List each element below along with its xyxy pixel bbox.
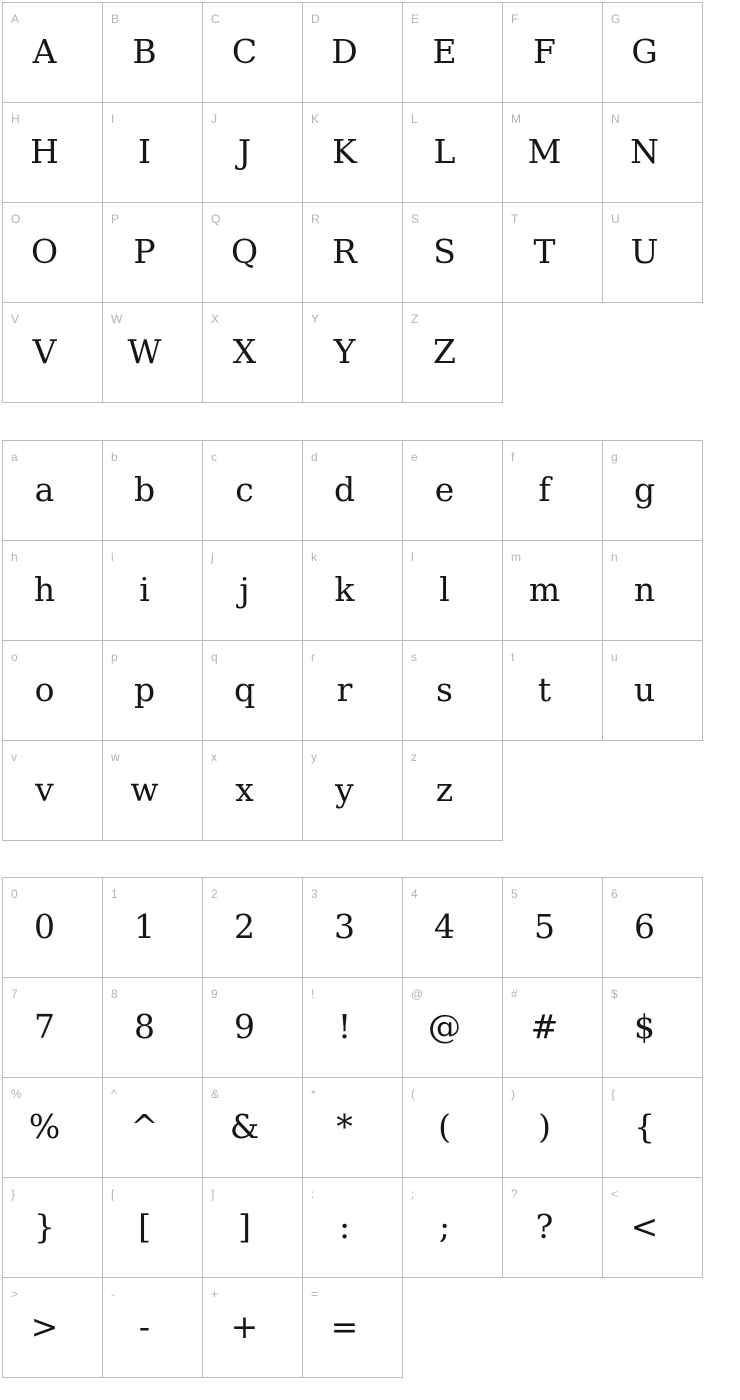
cell-glyph: q — [233, 669, 256, 709]
cell-glyph: s — [436, 669, 453, 709]
cell-glyph: F — [533, 31, 556, 71]
cell-glyph: o — [34, 669, 55, 709]
cell-glyph: ^ — [130, 1106, 159, 1146]
cell-label: v — [11, 750, 17, 764]
glyph-cell — [202, 440, 303, 541]
charmap-row — [2, 1277, 702, 1378]
cell-label: % — [11, 1087, 22, 1101]
cell-glyph: ; — [438, 1206, 451, 1246]
cell-glyph: C — [231, 31, 258, 71]
cell-label: C — [211, 12, 220, 26]
cell-glyph: 4 — [434, 906, 455, 946]
glyph-cell — [102, 302, 203, 403]
cell-glyph: 9 — [234, 1006, 255, 1046]
cell-label: f — [511, 450, 515, 464]
glyph-cell — [2, 2, 103, 103]
glyph-cell — [402, 302, 503, 403]
cell-glyph: G — [631, 31, 658, 71]
cell-label: N — [611, 112, 620, 126]
cell-label: H — [11, 112, 20, 126]
cell-glyph: L — [433, 131, 456, 171]
cell-glyph: a — [34, 469, 55, 509]
glyph-cell — [502, 977, 603, 1078]
glyph-cell — [202, 2, 303, 103]
glyph-cell — [402, 102, 503, 203]
glyph-cell — [2, 740, 103, 841]
glyph-cell — [602, 440, 703, 541]
cell-glyph: $ — [634, 1006, 655, 1046]
cell-label: + — [211, 1287, 219, 1301]
cell-glyph: l — [439, 569, 450, 609]
cell-glyph: [ — [138, 1206, 151, 1246]
glyph-cell — [102, 1077, 203, 1178]
cell-label: ( — [411, 1087, 415, 1101]
glyph-cell — [102, 440, 203, 541]
charmap-row — [2, 877, 702, 978]
cell-glyph: z — [435, 769, 454, 809]
cell-label: k — [311, 550, 317, 564]
cell-glyph: w — [130, 769, 159, 809]
cell-glyph: : — [338, 1206, 351, 1246]
glyph-cell — [102, 640, 203, 741]
cell-label: X — [211, 312, 220, 326]
cell-glyph: { — [634, 1106, 655, 1146]
cell-label: h — [11, 550, 18, 564]
glyph-cell — [2, 640, 103, 741]
cell-glyph: Y — [333, 331, 356, 371]
glyph-cell — [102, 2, 203, 103]
glyph-cell — [502, 102, 603, 203]
cell-glyph: & — [229, 1106, 260, 1146]
cell-glyph: ! — [337, 1006, 352, 1046]
cell-glyph: f — [538, 469, 551, 509]
glyph-cell — [602, 2, 703, 103]
cell-label: ^ — [111, 1087, 117, 1101]
cell-glyph: c — [235, 469, 254, 509]
cell-label: P — [111, 212, 120, 226]
cell-glyph: } — [34, 1206, 55, 1246]
cell-label: { — [611, 1087, 616, 1101]
cell-label: < — [611, 1187, 619, 1201]
cell-label: 4 — [411, 887, 418, 901]
cell-glyph: 3 — [334, 906, 355, 946]
cell-glyph: % — [28, 1106, 61, 1146]
cell-label: u — [611, 650, 618, 664]
cell-glyph: k — [334, 569, 355, 609]
glyph-cell — [202, 302, 303, 403]
cell-glyph: @ — [428, 1006, 461, 1046]
glyph-cell — [2, 1177, 103, 1278]
glyph-cell — [402, 2, 503, 103]
cell-label: @ — [411, 987, 424, 1001]
charmap-row — [2, 2, 702, 103]
glyph-cell — [302, 740, 403, 841]
glyph-cell — [302, 440, 403, 541]
cell-label: j — [211, 550, 214, 564]
cell-glyph: # — [530, 1006, 559, 1046]
cell-label: T — [511, 212, 519, 226]
glyph-cell — [302, 1177, 403, 1278]
cell-glyph: W — [127, 331, 162, 371]
glyph-cell — [602, 1077, 703, 1178]
glyph-cell — [102, 977, 203, 1078]
cell-glyph: < — [630, 1206, 659, 1246]
glyph-cell — [602, 540, 703, 641]
cell-label: i — [111, 550, 114, 564]
cell-glyph: = — [330, 1306, 359, 1346]
cell-label: 1 — [111, 887, 118, 901]
glyph-cell — [2, 1077, 103, 1178]
cell-label: M — [511, 112, 521, 126]
cell-label: n — [611, 550, 618, 564]
cell-glyph: m — [528, 569, 561, 609]
glyph-cell — [402, 202, 503, 303]
cell-label: w — [111, 750, 120, 764]
cell-glyph: j — [239, 569, 250, 609]
cell-glyph: i — [139, 569, 150, 609]
glyph-cell — [202, 740, 303, 841]
cell-glyph: 7 — [34, 1006, 55, 1046]
glyph-cell — [2, 877, 103, 978]
cell-label: ! — [311, 987, 315, 1001]
cell-label: x — [211, 750, 217, 764]
cell-label: W — [111, 312, 123, 326]
cell-label: # — [511, 987, 518, 1001]
cell-label: ; — [411, 1187, 415, 1201]
glyph-cell — [2, 1277, 103, 1378]
glyph-cell — [302, 102, 403, 203]
cell-label: g — [611, 450, 618, 464]
glyph-cell — [502, 2, 603, 103]
glyph-cell — [302, 977, 403, 1078]
cell-glyph: T — [533, 231, 556, 271]
cell-label: S — [411, 212, 420, 226]
cell-glyph: P — [133, 231, 156, 271]
glyph-cell — [102, 102, 203, 203]
cell-label: [ — [111, 1187, 115, 1201]
cell-label: I — [111, 112, 115, 126]
cell-label: b — [111, 450, 118, 464]
charmap-row — [2, 440, 702, 541]
cell-glyph: X — [232, 331, 257, 371]
cell-glyph: * — [336, 1106, 353, 1146]
cell-label: ] — [211, 1187, 215, 1201]
cell-label: 3 — [311, 887, 318, 901]
cell-glyph: 8 — [134, 1006, 155, 1046]
cell-glyph: 1 — [134, 906, 155, 946]
cell-glyph: B — [132, 31, 157, 71]
glyph-cell — [402, 440, 503, 541]
cell-glyph: O — [30, 231, 59, 271]
cell-glyph: H — [30, 131, 59, 171]
charmap-row — [2, 202, 702, 303]
glyph-cell — [402, 877, 503, 978]
charmap-row — [2, 1077, 702, 1178]
charmap-table-lowercase — [2, 440, 702, 840]
glyph-cell — [502, 1177, 603, 1278]
glyph-cell — [302, 1077, 403, 1178]
cell-glyph: J — [237, 131, 252, 171]
cell-glyph: S — [433, 231, 456, 271]
cell-label: d — [311, 450, 318, 464]
cell-label: 5 — [511, 887, 518, 901]
cell-glyph: Z — [433, 331, 456, 371]
cell-glyph: R — [332, 231, 357, 271]
cell-label: O — [11, 212, 21, 226]
cell-label: 7 — [11, 987, 18, 1001]
cell-glyph: v — [35, 769, 54, 809]
cell-label: L — [411, 112, 418, 126]
glyph-cell — [502, 1077, 603, 1178]
cell-glyph: u — [633, 669, 656, 709]
glyph-cell — [602, 640, 703, 741]
cell-label: o — [11, 650, 18, 664]
glyph-cell — [202, 540, 303, 641]
glyph-cell — [602, 977, 703, 1078]
charmap-row — [2, 977, 702, 1078]
cell-glyph: n — [633, 569, 656, 609]
cell-label: : — [311, 1187, 315, 1201]
cell-label: $ — [611, 987, 618, 1001]
cell-label: G — [611, 12, 621, 26]
cell-glyph: r — [336, 669, 353, 709]
cell-label: z — [411, 750, 417, 764]
charmap-row — [2, 540, 702, 641]
cell-glyph: > — [30, 1306, 59, 1346]
glyph-cell — [102, 1277, 203, 1378]
cell-glyph: ? — [535, 1206, 554, 1246]
glyph-cell — [602, 877, 703, 978]
glyph-cell — [502, 877, 603, 978]
cell-label: E — [411, 12, 420, 26]
glyph-cell — [102, 202, 203, 303]
glyph-cell — [202, 1077, 303, 1178]
cell-glyph: + — [230, 1306, 259, 1346]
charmap-row — [2, 102, 702, 203]
cell-label: - — [111, 1287, 115, 1301]
cell-label: A — [11, 12, 20, 26]
charmap-table-digits-symbols — [2, 877, 702, 1377]
glyph-cell — [102, 540, 203, 641]
cell-label: l — [411, 550, 414, 564]
glyph-cell — [202, 877, 303, 978]
glyph-cell — [402, 740, 503, 841]
charmap-row — [2, 740, 702, 841]
cell-glyph: V — [32, 331, 57, 371]
glyph-cell — [202, 1177, 303, 1278]
glyph-cell — [402, 1177, 503, 1278]
cell-glyph: E — [432, 31, 457, 71]
glyph-cell — [102, 740, 203, 841]
glyph-cell — [302, 2, 403, 103]
cell-label: y — [311, 750, 317, 764]
cell-glyph: p — [133, 669, 156, 709]
glyph-cell — [302, 302, 403, 403]
cell-label: m — [511, 550, 521, 564]
glyph-cell — [302, 540, 403, 641]
glyph-cell — [202, 102, 303, 203]
glyph-cell — [102, 1177, 203, 1278]
glyph-cell — [302, 877, 403, 978]
cell-glyph: Q — [230, 231, 259, 271]
cell-glyph: A — [32, 31, 57, 71]
glyph-cell — [302, 202, 403, 303]
glyph-cell — [302, 1277, 403, 1378]
cell-glyph: d — [333, 469, 356, 509]
cell-label: Q — [211, 212, 221, 226]
glyph-cell — [202, 640, 303, 741]
cell-label: p — [111, 650, 118, 664]
charmap-row — [2, 640, 702, 741]
glyph-cell — [602, 102, 703, 203]
cell-label: & — [211, 1087, 220, 1101]
charmap-row — [2, 302, 702, 403]
cell-label: * — [311, 1087, 316, 1101]
cell-glyph: 2 — [234, 906, 255, 946]
cell-label: c — [211, 450, 217, 464]
glyph-cell — [602, 202, 703, 303]
cell-glyph: K — [332, 131, 357, 171]
cell-label: 2 — [211, 887, 218, 901]
glyph-cell — [2, 977, 103, 1078]
cell-glyph: e — [434, 469, 455, 509]
glyph-cell — [2, 202, 103, 303]
cell-glyph: D — [331, 31, 358, 71]
cell-glyph: g — [633, 469, 656, 509]
cell-label: ? — [511, 1187, 518, 1201]
cell-label: 9 — [211, 987, 218, 1001]
cell-label: Z — [411, 312, 419, 326]
cell-label: 8 — [111, 987, 118, 1001]
cell-glyph: x — [235, 769, 254, 809]
cell-label: D — [311, 12, 320, 26]
glyph-cell — [502, 440, 603, 541]
cell-label: = — [311, 1287, 319, 1301]
cell-label: J — [211, 112, 217, 126]
cell-glyph: y — [335, 769, 354, 809]
glyph-cell — [402, 977, 503, 1078]
cell-label: U — [611, 212, 620, 226]
glyph-cell — [502, 202, 603, 303]
cell-label: q — [211, 650, 218, 664]
cell-label: 0 — [11, 887, 18, 901]
glyph-cell — [202, 202, 303, 303]
glyph-cell — [2, 102, 103, 203]
cell-glyph: 6 — [634, 906, 655, 946]
cell-label: r — [311, 650, 315, 664]
cell-glyph: 5 — [534, 906, 555, 946]
charmap-table-uppercase — [2, 2, 702, 402]
cell-glyph: M — [527, 131, 562, 171]
cell-glyph: N — [630, 131, 659, 171]
cell-glyph: ] — [238, 1206, 251, 1246]
cell-label: R — [311, 212, 320, 226]
glyph-cell — [2, 540, 103, 641]
glyph-cell — [402, 640, 503, 741]
cell-label: } — [11, 1187, 16, 1201]
glyph-cell — [2, 302, 103, 403]
cell-glyph: h — [33, 569, 56, 609]
cell-label: Y — [311, 312, 320, 326]
cell-label: t — [511, 650, 515, 664]
cell-label: 6 — [611, 887, 618, 901]
cell-label: K — [311, 112, 320, 126]
cell-glyph: ) — [538, 1106, 551, 1146]
glyph-cell — [402, 1077, 503, 1178]
charmap-row — [2, 1177, 702, 1278]
glyph-cell — [202, 1277, 303, 1378]
cell-label: B — [111, 12, 120, 26]
glyph-cell — [502, 640, 603, 741]
glyph-cell — [502, 540, 603, 641]
cell-glyph: t — [537, 669, 552, 709]
cell-label: F — [511, 12, 519, 26]
cell-glyph: b — [133, 469, 156, 509]
cell-label: ) — [511, 1087, 515, 1101]
glyph-cell — [102, 877, 203, 978]
cell-glyph: 0 — [34, 906, 55, 946]
cell-label: e — [411, 450, 418, 464]
glyph-cell — [2, 440, 103, 541]
glyph-cell — [302, 640, 403, 741]
glyph-cell — [602, 1177, 703, 1278]
cell-label: s — [411, 650, 417, 664]
cell-glyph: ( — [438, 1106, 451, 1146]
cell-glyph: U — [630, 231, 659, 271]
cell-label: > — [11, 1287, 19, 1301]
glyph-cell — [202, 977, 303, 1078]
glyph-cell — [402, 540, 503, 641]
cell-glyph: I — [137, 131, 152, 171]
cell-label: V — [11, 312, 20, 326]
cell-label: a — [11, 450, 18, 464]
cell-glyph: - — [138, 1306, 151, 1346]
